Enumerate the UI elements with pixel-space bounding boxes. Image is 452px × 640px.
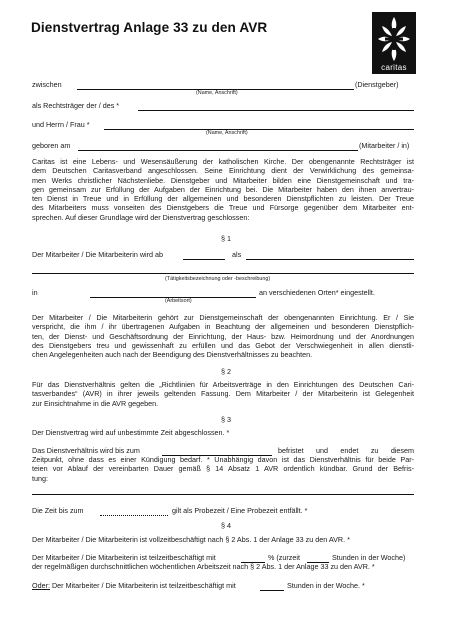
text-line: dem Deutschen Caritasverband angeschlossen. Seine Einrichtung dient der Verwirklichung des gemeinsa- — [32, 166, 414, 176]
text-line: des Mitarbeiters muss vonseiten des Dienstgebers die Treue und Fürsorge gegenüber dem Mitarbeiter ent- — [32, 203, 414, 213]
legal-entity-label: als Rechtsträger der / des * — [32, 101, 120, 110]
or-label: Oder: — [32, 581, 50, 590]
text-line: tung: — [32, 473, 48, 483]
name-address-hint: (Name, Anschrift) — [206, 130, 248, 136]
start-date-field[interactable] — [183, 259, 225, 260]
probation-end-text: gilt als Probezeit / Eine Probezeit entfällt. * — [172, 506, 308, 515]
text-line: ten Dienst in Treue und in Erfüllung der allgemeinen und besonderen Dienstpflichten zu leisten. Der Treue — [32, 194, 414, 204]
workplace-hint: (Arbeitsort) — [165, 298, 192, 304]
caritas-logo — [372, 12, 416, 74]
page-title: Dienstvertrag Anlage 33 zu den AVR — [31, 20, 268, 35]
limited-end-text: befristet und endet zu diesem — [278, 446, 414, 455]
name-address-hint: (Name, Anschrift) — [196, 90, 238, 96]
unlimited-text: Der Dienstvertrag wird auf unbestimmte Zeit abgeschlossen. * — [32, 428, 230, 437]
parttime-text-line2: der regelmäßigen durchschnittlichen wöchentlichen Arbeitszeit nach § 2 Abs. 1 der Anlage 33 zu den AVR. * — [32, 562, 375, 571]
section-2-heading: § 2 — [221, 367, 231, 376]
in-label: in — [32, 288, 38, 297]
as-label: als — [232, 250, 242, 259]
text-line: Caritas ist eine Lebens- und Wesensäußerung der katholischen Kirche. Der obengenannte Rechtsträger ist — [32, 157, 414, 166]
section-1-heading: § 1 — [221, 234, 231, 243]
text-line: ten, der Dienst- und Geschäftsordnung der Einrichtung, der Haus- bzw. Heimordnung und der Anordnungen — [32, 331, 414, 341]
parttime-percent-label: % (zurzeit — [268, 553, 300, 562]
weekly-hours-field[interactable] — [260, 590, 284, 591]
job-title-field-continued[interactable] — [32, 273, 414, 274]
or-hours-label: Stunden in der Woche. * — [287, 581, 365, 590]
born-label: geboren am — [32, 141, 71, 150]
text-line: men Werks christlicher Nächstenliebe. Dienstgeber und Mitarbeiter bilden eine Dienstgemeinschaft und tra- — [32, 175, 414, 185]
probation-date-field[interactable] — [100, 515, 168, 516]
section-1-paragraph — [32, 313, 414, 359]
text-line: des Dienstgebers treu und gewissenhaft zu erfüllen und das Gebot der Verschwiegenheit in allen dienstli- — [32, 340, 414, 350]
text-line: chen Angelegenheiten auch nach der Beendigung des Dienstverhältnisses zu beachten. — [32, 350, 313, 360]
employee-label: (Mitarbeiter / in) — [359, 141, 410, 150]
birthdate-field[interactable] — [78, 150, 358, 151]
or-text: Der Mitarbeiter / Die Mitarbeiterin ist teilzeitbeschäftigt mit — [51, 581, 236, 590]
employed-from-label: Der Mitarbeiter / Die Mitarbeiterin wird ab — [32, 250, 164, 259]
intro-paragraph — [32, 157, 414, 222]
legal-entity-field[interactable] — [138, 110, 414, 111]
parttime-text: Der Mitarbeiter / Die Mitarbeiterin ist teilzeitbeschäftigt mit — [32, 553, 216, 562]
text-line: tasverbandes“ (AVR) in ihrer jeweils geltenden Fassung. Dem Mitarbeiter / der Mitarbeiterin ist Gelegenheit — [32, 389, 414, 399]
job-title-field[interactable] — [246, 259, 414, 260]
text-line: Der Mitarbeiter / Die Mitarbeiterin gehört zur Dienstgemeinschaft der obengenannten Einrichtung. Er / Sie — [32, 313, 414, 322]
caritas-flame-cross-icon — [372, 14, 416, 64]
reason-field[interactable] — [32, 494, 414, 495]
section-3-heading: § 3 — [221, 415, 231, 424]
places-label: an verschiedenen Orten* eingestellt. — [259, 288, 375, 297]
or-row — [32, 581, 236, 590]
text-line: Zeitpunkt, ohne dass es einer Kündigung bedarf. * Unabhängig davon ist das Dienstverhältnis für beide Par- — [32, 455, 414, 464]
section-2-paragraph — [32, 380, 414, 408]
text-line: verspricht, die ihm / ihr übertragenen Aufgaben in Beachtung der allgemeinen und besonderen Dienstpflich- — [32, 322, 414, 332]
section-3-paragraph — [32, 455, 414, 483]
text-line: Für das Dienstverhältnis gelten die „Richtlinien für Arbeitsverträge in den Einrichtungen des Deutschen Cari- — [32, 380, 414, 389]
text-line: zur Einsichtnahme in die AVR gegeben. — [32, 398, 159, 408]
parttime-hours-label: Stunden in der Woche) — [332, 553, 406, 562]
limited-start-text: Das Dienstverhältnis wird bis zum — [32, 446, 140, 455]
text-line: teien vor Ablauf der vereinbarten Dauer gemäß § 14 Absatz 1 AVR ordentlich kündbar. Grund der Befris- — [32, 464, 414, 474]
probation-start-text: Die Zeit bis zum — [32, 506, 84, 515]
fulltime-text: Der Mitarbeiter / Die Mitarbeiterin ist vollzeitbeschäftigt nach § 2 Abs. 1 der Anlage 33 zu den AVR. * — [32, 535, 350, 544]
logo-wordmark: caritas — [381, 63, 407, 72]
employer-label: (Dienstgeber) — [355, 80, 399, 89]
text-line: gen gemeinsam zur Erfüllung der Aufgaben der Einrichtung bei. Die Mitarbeiter haben den ihnen anvertrau- — [32, 184, 414, 194]
between-label: zwischen — [32, 80, 62, 89]
employee-name-field[interactable] — [104, 129, 414, 130]
section-4-heading: § 4 — [221, 521, 231, 530]
and-label: und Herrn / Frau * — [32, 120, 90, 129]
job-hint: (Tätigkeitsbezeichnung oder -beschreibung) — [165, 276, 271, 282]
text-line: sprechen. Auf dieser Grundlage wird der Dienstvertrag geschlossen: — [32, 212, 250, 222]
